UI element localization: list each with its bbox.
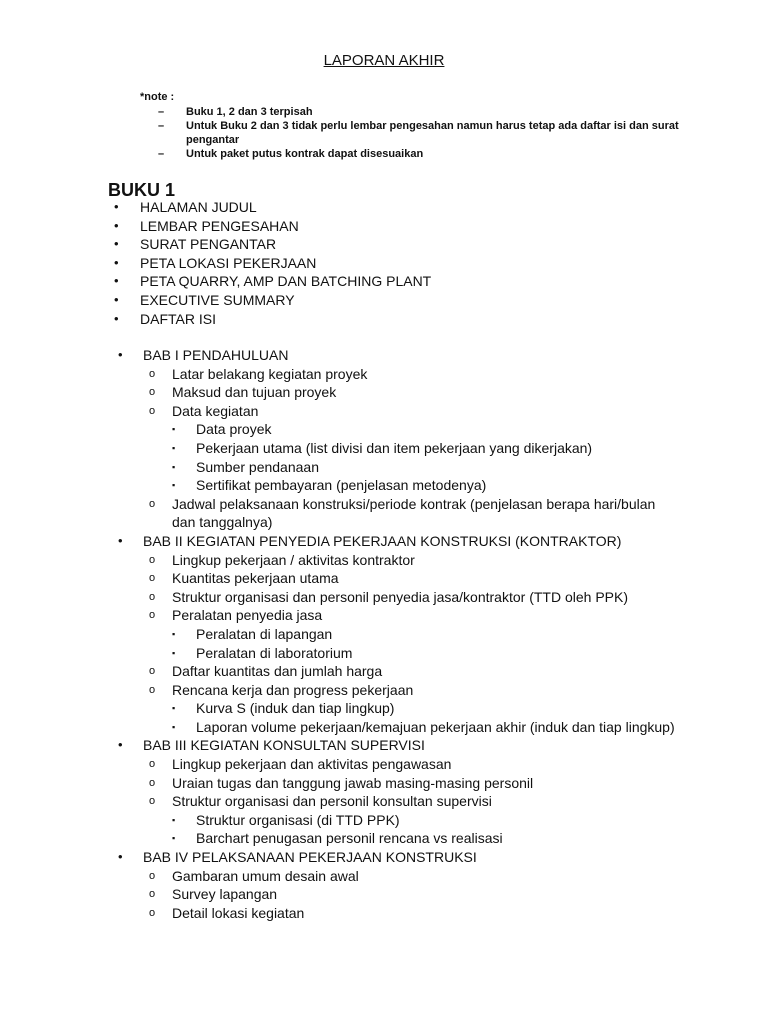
bullet-icon: •	[114, 199, 119, 214]
section-item	[118, 867, 678, 886]
subsection-item	[118, 625, 678, 644]
list-item	[114, 235, 714, 254]
subsection-item	[118, 829, 678, 848]
section-item	[118, 774, 678, 793]
section-text: Struktur organisasi dan personil konsultan supervisi	[172, 793, 492, 810]
list-item-text: PETA LOKASI PEKERJAAN	[140, 254, 317, 271]
square-bullet-icon: ▪	[172, 814, 176, 825]
bullet-icon: •	[118, 849, 123, 865]
chapter-heading	[118, 736, 678, 755]
subsection-text: Peralatan di laboratorium	[196, 644, 353, 661]
square-bullet-icon: ▪	[172, 647, 176, 658]
dash-marker: –	[158, 106, 165, 118]
chapter-title: BAB III KEGIATAN KONSULTAN SUPERVISI	[143, 737, 425, 754]
bullet-icon: •	[114, 291, 119, 307]
list-item-text: HALAMAN JUDUL	[140, 199, 257, 215]
circle-bullet-icon: o	[149, 553, 156, 566]
circle-bullet-icon: o	[149, 776, 156, 789]
circle-bullet-icon: o	[149, 758, 156, 771]
list-item-text: SURAT PENGANTAR	[140, 236, 277, 253]
square-bullet-icon: ▪	[172, 461, 176, 472]
section-text: Jadwal pelaksanaan konstruksi/periode kontrak (penjelasan berapa hari/bulan dan tanggalnya)	[172, 495, 656, 531]
square-bullet-icon: ▪	[172, 480, 176, 491]
section-text: Struktur organisasi dan personil penyedia jasa/kontraktor (TTD oleh PPK)	[172, 588, 628, 605]
dash-marker: –	[158, 148, 165, 160]
circle-bullet-icon: o	[149, 367, 156, 380]
circle-bullet-icon: o	[149, 386, 156, 399]
circle-bullet-icon: o	[149, 572, 156, 585]
chapter-heading	[118, 848, 678, 867]
section-text: Lingkup pekerjaan dan aktivitas pengawasan	[172, 756, 452, 773]
list-item	[114, 217, 714, 236]
section-text: Lingkup pekerjaan / aktivitas kontraktor	[172, 551, 415, 568]
note-text: Untuk paket putus kontrak dapat disesuaikan	[186, 148, 424, 160]
subsection-item	[118, 811, 678, 830]
chapter-heading	[118, 532, 678, 551]
circle-bullet-icon: o	[149, 665, 156, 678]
list-item	[114, 291, 714, 310]
bullet-icon: •	[114, 254, 119, 270]
chapter-title: BAB I PENDAHULUAN	[143, 347, 289, 363]
circle-bullet-icon: o	[149, 404, 156, 417]
subsection-item	[118, 439, 678, 458]
note-item	[158, 147, 718, 161]
subsection-text: Sertifikat pembayaran (penjelasan metodenya)	[196, 477, 487, 494]
chapter-heading	[118, 346, 678, 365]
section-item	[118, 365, 678, 384]
note-text: Untuk Buku 2 dan 3 tidak perlu lembar pengesahan namun harus tetap ada daftar isi dan surat pengantar	[186, 120, 679, 146]
square-bullet-icon: ▪	[172, 424, 176, 435]
note-item	[158, 105, 718, 119]
list-item	[114, 310, 714, 329]
subsection-item	[118, 476, 678, 495]
list-item-text: LEMBAR PENGESAHAN	[140, 217, 299, 234]
note-item	[158, 119, 718, 147]
section-text: Maksud dan tujuan proyek	[172, 384, 337, 401]
chapter-outline	[118, 346, 678, 922]
subsection-item	[118, 458, 678, 477]
bullet-icon: •	[114, 217, 119, 233]
section-text: Survey lapangan	[172, 886, 278, 903]
list-item-text: PETA QUARRY, AMP DAN BATCHING PLANT	[140, 273, 432, 290]
note-list	[158, 105, 718, 161]
circle-bullet-icon: o	[149, 590, 156, 603]
section-item	[118, 569, 678, 588]
section-text: Daftar kuantitas dan jumlah harga	[172, 663, 383, 680]
section-text: Detail lokasi kegiatan	[172, 904, 305, 921]
section-item	[118, 383, 678, 402]
section-text: Rencana kerja dan progress pekerjaan	[172, 681, 414, 698]
subsection-item	[118, 718, 678, 737]
subsection-text: Kurva S (induk dan tiap lingkup)	[196, 700, 395, 717]
section-text: Gambaran umum desain awal	[172, 867, 359, 884]
section-item	[118, 402, 678, 421]
subsection-text: Barchart penugasan personil rencana vs realisasi	[196, 830, 503, 847]
section-item	[118, 792, 678, 811]
chapter-title: BAB IV PELAKSANAAN PEKERJAAN KONSTRUKSI	[143, 849, 477, 866]
bullet-icon: •	[118, 737, 123, 753]
dash-marker: –	[158, 120, 165, 132]
square-bullet-icon: ▪	[172, 628, 176, 639]
section-item	[118, 755, 678, 774]
list-item-text: DAFTAR ISI	[140, 310, 216, 327]
list-item	[114, 254, 714, 273]
bullet-icon: •	[118, 532, 123, 548]
section-item	[118, 885, 678, 904]
subsection-text: Sumber pendanaan	[196, 458, 319, 475]
bullet-icon: •	[114, 236, 119, 252]
circle-bullet-icon: o	[149, 888, 156, 901]
section-text: Kuantitas pekerjaan utama	[172, 570, 339, 587]
section-text: Uraian tugas dan tanggung jawab masing-masing personil	[172, 774, 534, 791]
circle-bullet-icon: o	[149, 683, 156, 696]
document-title: LAPORAN AKHIR	[323, 52, 445, 69]
note-text: Buku 1, 2 dan 3 terpisah	[186, 106, 313, 118]
list-item-text: EXECUTIVE SUMMARY	[140, 291, 295, 308]
section-text: Peralatan penyedia jasa	[172, 607, 323, 624]
subsection-item	[118, 644, 678, 663]
subsection-text: Pekerjaan utama (list divisi dan item pekerjaan yang dikerjakan)	[196, 439, 593, 456]
subsection-text: Laporan volume pekerjaan/kemajuan pekerjaan akhir (induk dan tiap lingkup)	[196, 718, 675, 735]
section-item	[118, 495, 678, 532]
list-item	[114, 272, 714, 291]
section-text: Data kegiatan	[172, 402, 259, 419]
chapter-title: BAB II KEGIATAN PENYEDIA PEKERJAAN KONSTRUKSI (KONTRAKTOR)	[143, 532, 622, 549]
circle-bullet-icon: o	[149, 609, 156, 622]
subsection-text: Struktur organisasi (di TTD PPK)	[196, 811, 400, 828]
section-item	[118, 606, 678, 625]
square-bullet-icon: ▪	[172, 442, 176, 453]
section-item	[118, 588, 678, 607]
circle-bullet-icon: o	[149, 906, 156, 919]
subsection-text: Peralatan di lapangan	[196, 625, 333, 642]
section-item	[118, 904, 678, 923]
note-label: *note :	[140, 91, 175, 103]
bullet-icon: •	[114, 273, 119, 289]
section-text: Latar belakang kegiatan proyek	[172, 365, 368, 382]
subsection-item	[118, 420, 678, 439]
subsection-item	[118, 699, 678, 718]
bullet-icon: •	[118, 347, 123, 362]
section-item	[118, 551, 678, 570]
square-bullet-icon: ▪	[172, 833, 176, 844]
section-item	[118, 681, 678, 700]
section-item	[118, 662, 678, 681]
square-bullet-icon: ▪	[172, 703, 176, 714]
subsection-text: Data proyek	[196, 421, 272, 438]
book-title: BUKU 1	[108, 180, 176, 200]
book-contents-list	[114, 198, 714, 328]
circle-bullet-icon: o	[149, 497, 156, 510]
list-item	[114, 198, 714, 217]
bullet-icon: •	[114, 310, 119, 326]
square-bullet-icon: ▪	[172, 721, 176, 732]
circle-bullet-icon: o	[149, 869, 156, 882]
circle-bullet-icon: o	[149, 795, 156, 808]
